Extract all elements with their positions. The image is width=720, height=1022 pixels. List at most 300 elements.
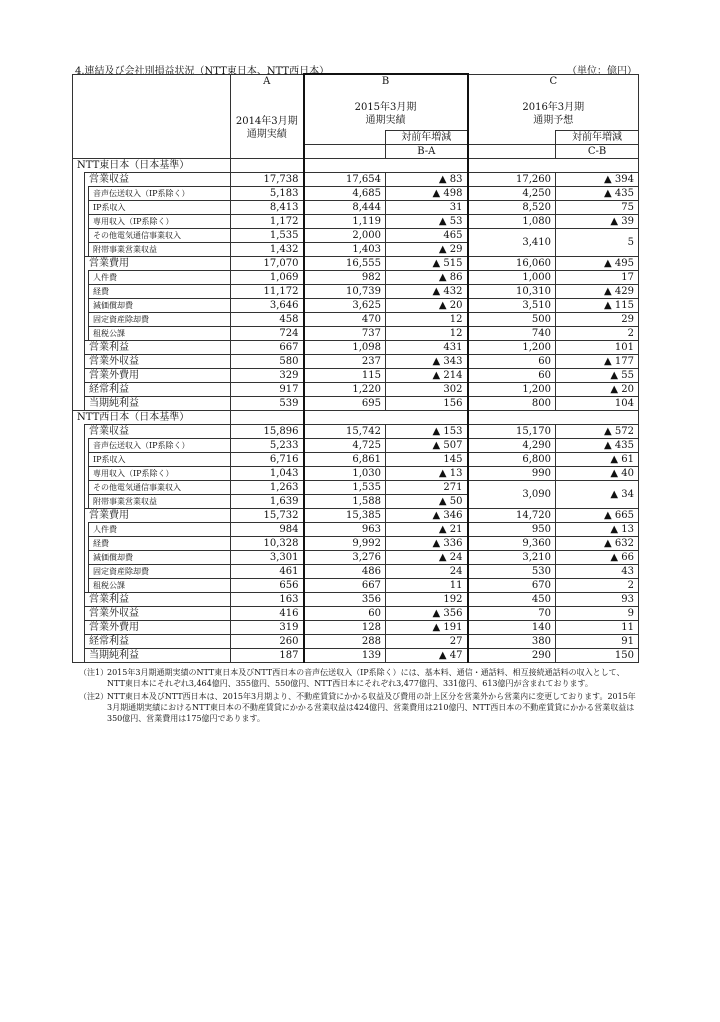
value-a: 6,716 — [231, 453, 304, 467]
value-c: 1,080 — [468, 215, 556, 229]
col-header-a — [231, 88, 304, 159]
value-b: 288 — [304, 635, 386, 649]
row-label: 経常利益 — [85, 383, 231, 397]
value-a: 5,183 — [231, 187, 304, 201]
indent-cell — [73, 579, 85, 593]
table-row — [73, 467, 639, 481]
unit-label: （単位：億円） — [567, 66, 637, 77]
value-b: 237 — [304, 355, 386, 369]
value-c-minus-b: ▲ 115 — [556, 299, 639, 313]
row-label: 専用収入（IP系除く） — [89, 215, 231, 229]
row-label: 人件費 — [89, 523, 231, 537]
value-b-minus-a: ▲ 24 — [386, 551, 468, 565]
value-a: 3,646 — [231, 299, 304, 313]
indent-cell — [73, 607, 85, 621]
value-a: 15,732 — [231, 509, 304, 523]
value-a: 580 — [231, 355, 304, 369]
value-a: 1,043 — [231, 467, 304, 481]
value-b-minus-a: ▲ 21 — [386, 523, 468, 537]
blank-cell — [386, 411, 468, 425]
value-a: 11,172 — [231, 285, 304, 299]
value-c: 60 — [468, 355, 556, 369]
value-a: 667 — [231, 341, 304, 355]
footnotes — [79, 667, 639, 726]
value-b-minus-a: ▲ 29 — [386, 243, 468, 257]
row-label: 固定資産除却費 — [89, 565, 231, 579]
value-a: 1,069 — [231, 271, 304, 285]
value-c-minus-b: ▲ 40 — [556, 467, 639, 481]
value-c-minus-b: 9 — [556, 607, 639, 621]
table-row — [73, 397, 639, 411]
table-row — [73, 523, 639, 537]
value-c: 1,000 — [468, 271, 556, 285]
indent-cell — [73, 201, 85, 215]
value-c: 530 — [468, 565, 556, 579]
blank-cell — [231, 411, 304, 425]
row-label: 当期純利益 — [85, 397, 231, 411]
table-row — [73, 607, 639, 621]
row-label: 経常利益 — [85, 635, 231, 649]
table-row — [73, 257, 639, 271]
row-label: 営業外収益 — [85, 355, 231, 369]
row-label: IP系収入 — [89, 453, 231, 467]
col-b-year: 2015年3月期 — [354, 102, 417, 113]
value-a: 3,301 — [231, 551, 304, 565]
col-c-yoy: 対前年増減 — [556, 131, 639, 145]
value-a: 724 — [231, 327, 304, 341]
value-c-minus-b: ▲ 13 — [556, 523, 639, 537]
value-c: 9,360 — [468, 537, 556, 551]
table-row — [73, 579, 639, 593]
value-c: 4,290 — [468, 439, 556, 453]
value-c-minus-b: ▲ 495 — [556, 257, 639, 271]
table-row — [73, 173, 639, 187]
value-a: 1,172 — [231, 215, 304, 229]
value-b: 1,030 — [304, 467, 386, 481]
table-row — [73, 187, 639, 201]
col-letter-b: B — [304, 74, 468, 88]
value-b-minus-a: ▲ 507 — [386, 439, 468, 453]
col-c-kind: 通期予想 — [533, 115, 574, 126]
value-c: 8,520 — [468, 201, 556, 215]
footnote-2 — [79, 691, 639, 724]
table-row — [73, 509, 639, 523]
east-section — [73, 159, 639, 411]
value-b-minus-a: ▲ 86 — [386, 271, 468, 285]
row-label: 営業費用 — [85, 509, 231, 523]
blank-cell — [304, 411, 386, 425]
value-b-minus-a: ▲ 343 — [386, 355, 468, 369]
value-a: 319 — [231, 621, 304, 635]
row-label: 経費 — [89, 285, 231, 299]
table-row — [73, 439, 639, 453]
value-c-minus-b: ▲ 34 — [556, 481, 639, 509]
blank-cell — [304, 159, 386, 173]
indent-cell — [73, 397, 85, 411]
value-b-minus-a: 271 — [386, 481, 468, 495]
value-c: 380 — [468, 635, 556, 649]
value-c-minus-b: ▲ 39 — [556, 215, 639, 229]
row-label: その他電気通信事業収入 — [89, 481, 231, 495]
west-section-title: NTT西日本（日本基準） — [73, 411, 231, 425]
value-b-minus-a: ▲ 336 — [386, 537, 468, 551]
value-c-minus-b: 17 — [556, 271, 639, 285]
section-heading: 4.連結及び会社別損益状況（NTT東日本、NTT西日本） — [75, 66, 330, 77]
indent-cell — [73, 467, 85, 481]
table-row — [73, 453, 639, 467]
table-row — [73, 271, 639, 285]
value-c-minus-b: 11 — [556, 621, 639, 635]
row-label: 営業費用 — [85, 257, 231, 271]
col-header-b — [304, 88, 468, 131]
col-b-yoy: 対前年増減 — [386, 131, 468, 145]
value-b-minus-a: ▲ 432 — [386, 285, 468, 299]
value-b-minus-a: ▲ 53 — [386, 215, 468, 229]
table-row — [73, 383, 639, 397]
pl-table — [72, 73, 639, 663]
indent-cell — [73, 425, 85, 439]
value-c: 6,800 — [468, 453, 556, 467]
value-c-minus-b: 29 — [556, 313, 639, 327]
value-a: 17,070 — [231, 257, 304, 271]
table-row — [73, 537, 639, 551]
row-label: 固定資産除却費 — [89, 313, 231, 327]
value-c-minus-b: ▲ 429 — [556, 285, 639, 299]
value-a: 1,535 — [231, 229, 304, 243]
value-b-minus-a: 302 — [386, 383, 468, 397]
indent-cell — [73, 229, 85, 243]
table-row — [73, 327, 639, 341]
value-b-minus-a: ▲ 153 — [386, 425, 468, 439]
value-c: 1,200 — [468, 341, 556, 355]
value-c-minus-b: 101 — [556, 341, 639, 355]
table-row — [73, 565, 639, 579]
value-a: 5,233 — [231, 439, 304, 453]
value-c: 60 — [468, 369, 556, 383]
value-b: 1,119 — [304, 215, 386, 229]
value-b-minus-a: ▲ 47 — [386, 649, 468, 663]
value-a: 187 — [231, 649, 304, 663]
blank-cell — [556, 411, 639, 425]
table-row — [73, 229, 639, 243]
value-c-minus-b: 104 — [556, 397, 639, 411]
value-c: 3,210 — [468, 551, 556, 565]
row-label: 営業利益 — [85, 593, 231, 607]
row-label: 営業収益 — [85, 425, 231, 439]
value-c-minus-b: 2 — [556, 327, 639, 341]
value-c-minus-b: ▲ 61 — [556, 453, 639, 467]
value-a: 10,328 — [231, 537, 304, 551]
value-c-minus-b: ▲ 394 — [556, 173, 639, 187]
value-c: 3,510 — [468, 299, 556, 313]
value-a: 1,432 — [231, 243, 304, 257]
indent-cell — [73, 257, 85, 271]
row-label: 営業収益 — [85, 173, 231, 187]
value-c-minus-b: 75 — [556, 201, 639, 215]
value-b: 1,535 — [304, 481, 386, 495]
indent-cell — [73, 635, 85, 649]
value-b: 737 — [304, 327, 386, 341]
value-c: 3,410 — [468, 229, 556, 257]
col-letter-c: C — [468, 74, 639, 88]
value-a: 329 — [231, 369, 304, 383]
value-b: 982 — [304, 271, 386, 285]
blank-cell — [468, 159, 556, 173]
value-c-minus-b: ▲ 177 — [556, 355, 639, 369]
value-b: 695 — [304, 397, 386, 411]
value-c: 4,250 — [468, 187, 556, 201]
value-b: 128 — [304, 621, 386, 635]
value-b-minus-a: 12 — [386, 313, 468, 327]
value-b: 8,444 — [304, 201, 386, 215]
row-label: 営業利益 — [85, 341, 231, 355]
table-row — [73, 481, 639, 495]
table-row — [73, 285, 639, 299]
table-row — [73, 621, 639, 635]
value-b: 9,992 — [304, 537, 386, 551]
value-b-minus-a: 11 — [386, 579, 468, 593]
footnote-2-key: （注2） — [79, 692, 109, 701]
row-label: 経費 — [89, 537, 231, 551]
indent-cell — [73, 173, 85, 187]
row-label: 租税公課 — [89, 327, 231, 341]
table-row — [73, 593, 639, 607]
value-b: 356 — [304, 593, 386, 607]
value-c: 800 — [468, 397, 556, 411]
value-b: 1,220 — [304, 383, 386, 397]
blank-cell — [386, 159, 468, 173]
value-a: 17,738 — [231, 173, 304, 187]
value-b: 486 — [304, 565, 386, 579]
indent-cell — [73, 551, 85, 565]
value-b: 963 — [304, 523, 386, 537]
indent-cell — [73, 369, 85, 383]
col-b-minus-a: B-A — [386, 145, 468, 159]
indent-cell — [73, 439, 85, 453]
value-c-minus-b: 5 — [556, 229, 639, 257]
col-a-year: 2014年3月期 — [235, 116, 298, 127]
table-row — [73, 215, 639, 229]
value-b: 4,685 — [304, 187, 386, 201]
value-b: 10,739 — [304, 285, 386, 299]
value-c-minus-b: 2 — [556, 579, 639, 593]
indent-cell — [73, 327, 85, 341]
value-b-minus-a: ▲ 191 — [386, 621, 468, 635]
row-label: その他電気通信事業収入 — [89, 229, 231, 243]
value-b-minus-a: 31 — [386, 201, 468, 215]
row-label: 人件費 — [89, 271, 231, 285]
row-label: 営業外収益 — [85, 607, 231, 621]
value-b: 1,098 — [304, 341, 386, 355]
value-b-minus-a: 145 — [386, 453, 468, 467]
col-c-minus-b: C-B — [556, 145, 639, 159]
value-a: 461 — [231, 565, 304, 579]
table-row — [73, 299, 639, 313]
table-row — [73, 355, 639, 369]
indent-cell — [73, 565, 85, 579]
row-label: 音声伝送収入（IP系除く） — [89, 187, 231, 201]
value-a: 539 — [231, 397, 304, 411]
value-c: 3,090 — [468, 481, 556, 509]
value-c: 140 — [468, 621, 556, 635]
value-c-minus-b: ▲ 20 — [556, 383, 639, 397]
row-label: 減価償却費 — [89, 299, 231, 313]
value-c: 15,170 — [468, 425, 556, 439]
value-c: 16,060 — [468, 257, 556, 271]
value-c: 14,720 — [468, 509, 556, 523]
value-a: 1,263 — [231, 481, 304, 495]
value-b: 15,742 — [304, 425, 386, 439]
value-c-minus-b: 93 — [556, 593, 639, 607]
value-a: 917 — [231, 383, 304, 397]
indent-cell — [73, 341, 85, 355]
east-section-title: NTT東日本（日本基準） — [73, 159, 231, 173]
value-b-minus-a: 24 — [386, 565, 468, 579]
value-b: 16,555 — [304, 257, 386, 271]
value-a: 416 — [231, 607, 304, 621]
value-b-minus-a: 192 — [386, 593, 468, 607]
value-b-minus-a: 431 — [386, 341, 468, 355]
blank-cell — [468, 411, 556, 425]
table-row — [73, 635, 639, 649]
value-a: 984 — [231, 523, 304, 537]
value-b-minus-a: 465 — [386, 229, 468, 243]
value-a: 1,639 — [231, 495, 304, 509]
value-c: 10,310 — [468, 285, 556, 299]
footnote-1 — [79, 667, 639, 689]
row-label: 減価償却費 — [89, 551, 231, 565]
indent-cell — [73, 243, 85, 257]
table-row — [73, 369, 639, 383]
indent-cell — [73, 481, 85, 495]
indent-cell — [73, 537, 85, 551]
row-label: 附帯事業営業収益 — [89, 495, 231, 509]
east-title-row — [73, 159, 639, 173]
footnote-1-text: 2015年3月期通期実績のNTT東日本及びNTT西日本の音声伝送収入（IP系除く）には、基本料、通信・通話料、相互接続通話料の収入として、NTT東日本にそれぞれ3,464億円、355億円、550億円、NTT西日本にそれぞれ3,477億円、331億円、613億円が含まれております。 — [107, 668, 625, 688]
value-c-minus-b: 150 — [556, 649, 639, 663]
value-c: 500 — [468, 313, 556, 327]
value-b: 6,861 — [304, 453, 386, 467]
col-b-kind: 通期実績 — [365, 115, 406, 126]
value-c: 290 — [468, 649, 556, 663]
value-c: 950 — [468, 523, 556, 537]
value-b-minus-a: ▲ 515 — [386, 257, 468, 271]
col-header-c — [468, 88, 639, 131]
row-label: 当期純利益 — [85, 649, 231, 663]
value-a: 15,896 — [231, 425, 304, 439]
footnote-2-text: NTT東日本及びNTT西日本は、2015年3月期より、不動産賃貸にかかる収益及び費用の計上区分を営業外から営業内に変更しております。2015年3月期通期実績におけるNTT東日本の不動産賃貸にかかる営業収益は424億円、営業費用は210億円、NTT西日本の不動産賃貸にかかる営業収益は350億円、営業費用は175億円であります。 — [107, 692, 636, 723]
indent-cell — [73, 593, 85, 607]
row-label: 営業外費用 — [85, 621, 231, 635]
footnote-1-key: （注1） — [79, 668, 109, 677]
row-label: 専用収入（IP系除く） — [89, 467, 231, 481]
indent-cell — [73, 313, 85, 327]
value-a: 163 — [231, 593, 304, 607]
blank-cell — [231, 159, 304, 173]
row-label: 営業外費用 — [85, 369, 231, 383]
value-b-minus-a: 27 — [386, 635, 468, 649]
value-b-minus-a: 12 — [386, 327, 468, 341]
value-b-minus-a: 156 — [386, 397, 468, 411]
value-a: 458 — [231, 313, 304, 327]
table-row — [73, 551, 639, 565]
indent-cell — [73, 285, 85, 299]
row-label: 附帯事業営業収益 — [89, 243, 231, 257]
value-b-minus-a: ▲ 346 — [386, 509, 468, 523]
col-a-kind: 通期実績 — [246, 129, 287, 140]
value-c: 670 — [468, 579, 556, 593]
value-c: 70 — [468, 607, 556, 621]
value-c-minus-b: ▲ 632 — [556, 537, 639, 551]
value-c-minus-b: 91 — [556, 635, 639, 649]
value-b: 2,000 — [304, 229, 386, 243]
value-b: 470 — [304, 313, 386, 327]
value-c: 450 — [468, 593, 556, 607]
table-header — [73, 74, 639, 159]
value-b: 139 — [304, 649, 386, 663]
table-row — [73, 341, 639, 355]
value-b: 1,403 — [304, 243, 386, 257]
table-row — [73, 201, 639, 215]
value-b-minus-a: ▲ 20 — [386, 299, 468, 313]
indent-cell — [73, 621, 85, 635]
indent-cell — [73, 523, 85, 537]
value-c-minus-b: 43 — [556, 565, 639, 579]
value-b-minus-a: ▲ 498 — [386, 187, 468, 201]
value-a: 656 — [231, 579, 304, 593]
row-label: IP系収入 — [89, 201, 231, 215]
value-c-minus-b: ▲ 55 — [556, 369, 639, 383]
value-b-minus-a: ▲ 214 — [386, 369, 468, 383]
value-c-minus-b: ▲ 665 — [556, 509, 639, 523]
value-b: 667 — [304, 579, 386, 593]
value-b-minus-a: ▲ 13 — [386, 467, 468, 481]
value-c-minus-b: ▲ 435 — [556, 439, 639, 453]
value-b-minus-a: ▲ 356 — [386, 607, 468, 621]
west-section — [73, 411, 639, 663]
value-c-minus-b: ▲ 435 — [556, 187, 639, 201]
indent-cell — [73, 299, 85, 313]
value-b-minus-a: ▲ 83 — [386, 173, 468, 187]
value-b: 4,725 — [304, 439, 386, 453]
indent-cell — [73, 383, 85, 397]
value-b: 17,654 — [304, 173, 386, 187]
value-b: 115 — [304, 369, 386, 383]
table-row — [73, 425, 639, 439]
indent-cell — [73, 215, 85, 229]
value-b: 60 — [304, 607, 386, 621]
indent-cell — [73, 187, 85, 201]
value-a: 260 — [231, 635, 304, 649]
table-row — [73, 313, 639, 327]
indent-cell — [73, 453, 85, 467]
indent-cell — [73, 509, 85, 523]
indent-cell — [73, 271, 85, 285]
value-b: 3,625 — [304, 299, 386, 313]
indent-cell — [73, 355, 85, 369]
west-title-row — [73, 411, 639, 425]
value-c: 1,200 — [468, 383, 556, 397]
col-letter-a: A — [231, 74, 304, 88]
table-row — [73, 649, 639, 663]
indent-cell — [73, 495, 85, 509]
value-c-minus-b: ▲ 572 — [556, 425, 639, 439]
row-label: 租税公課 — [89, 579, 231, 593]
value-b: 15,385 — [304, 509, 386, 523]
row-label: 音声伝送収入（IP系除く） — [89, 439, 231, 453]
value-c: 740 — [468, 327, 556, 341]
indent-cell — [73, 649, 85, 663]
